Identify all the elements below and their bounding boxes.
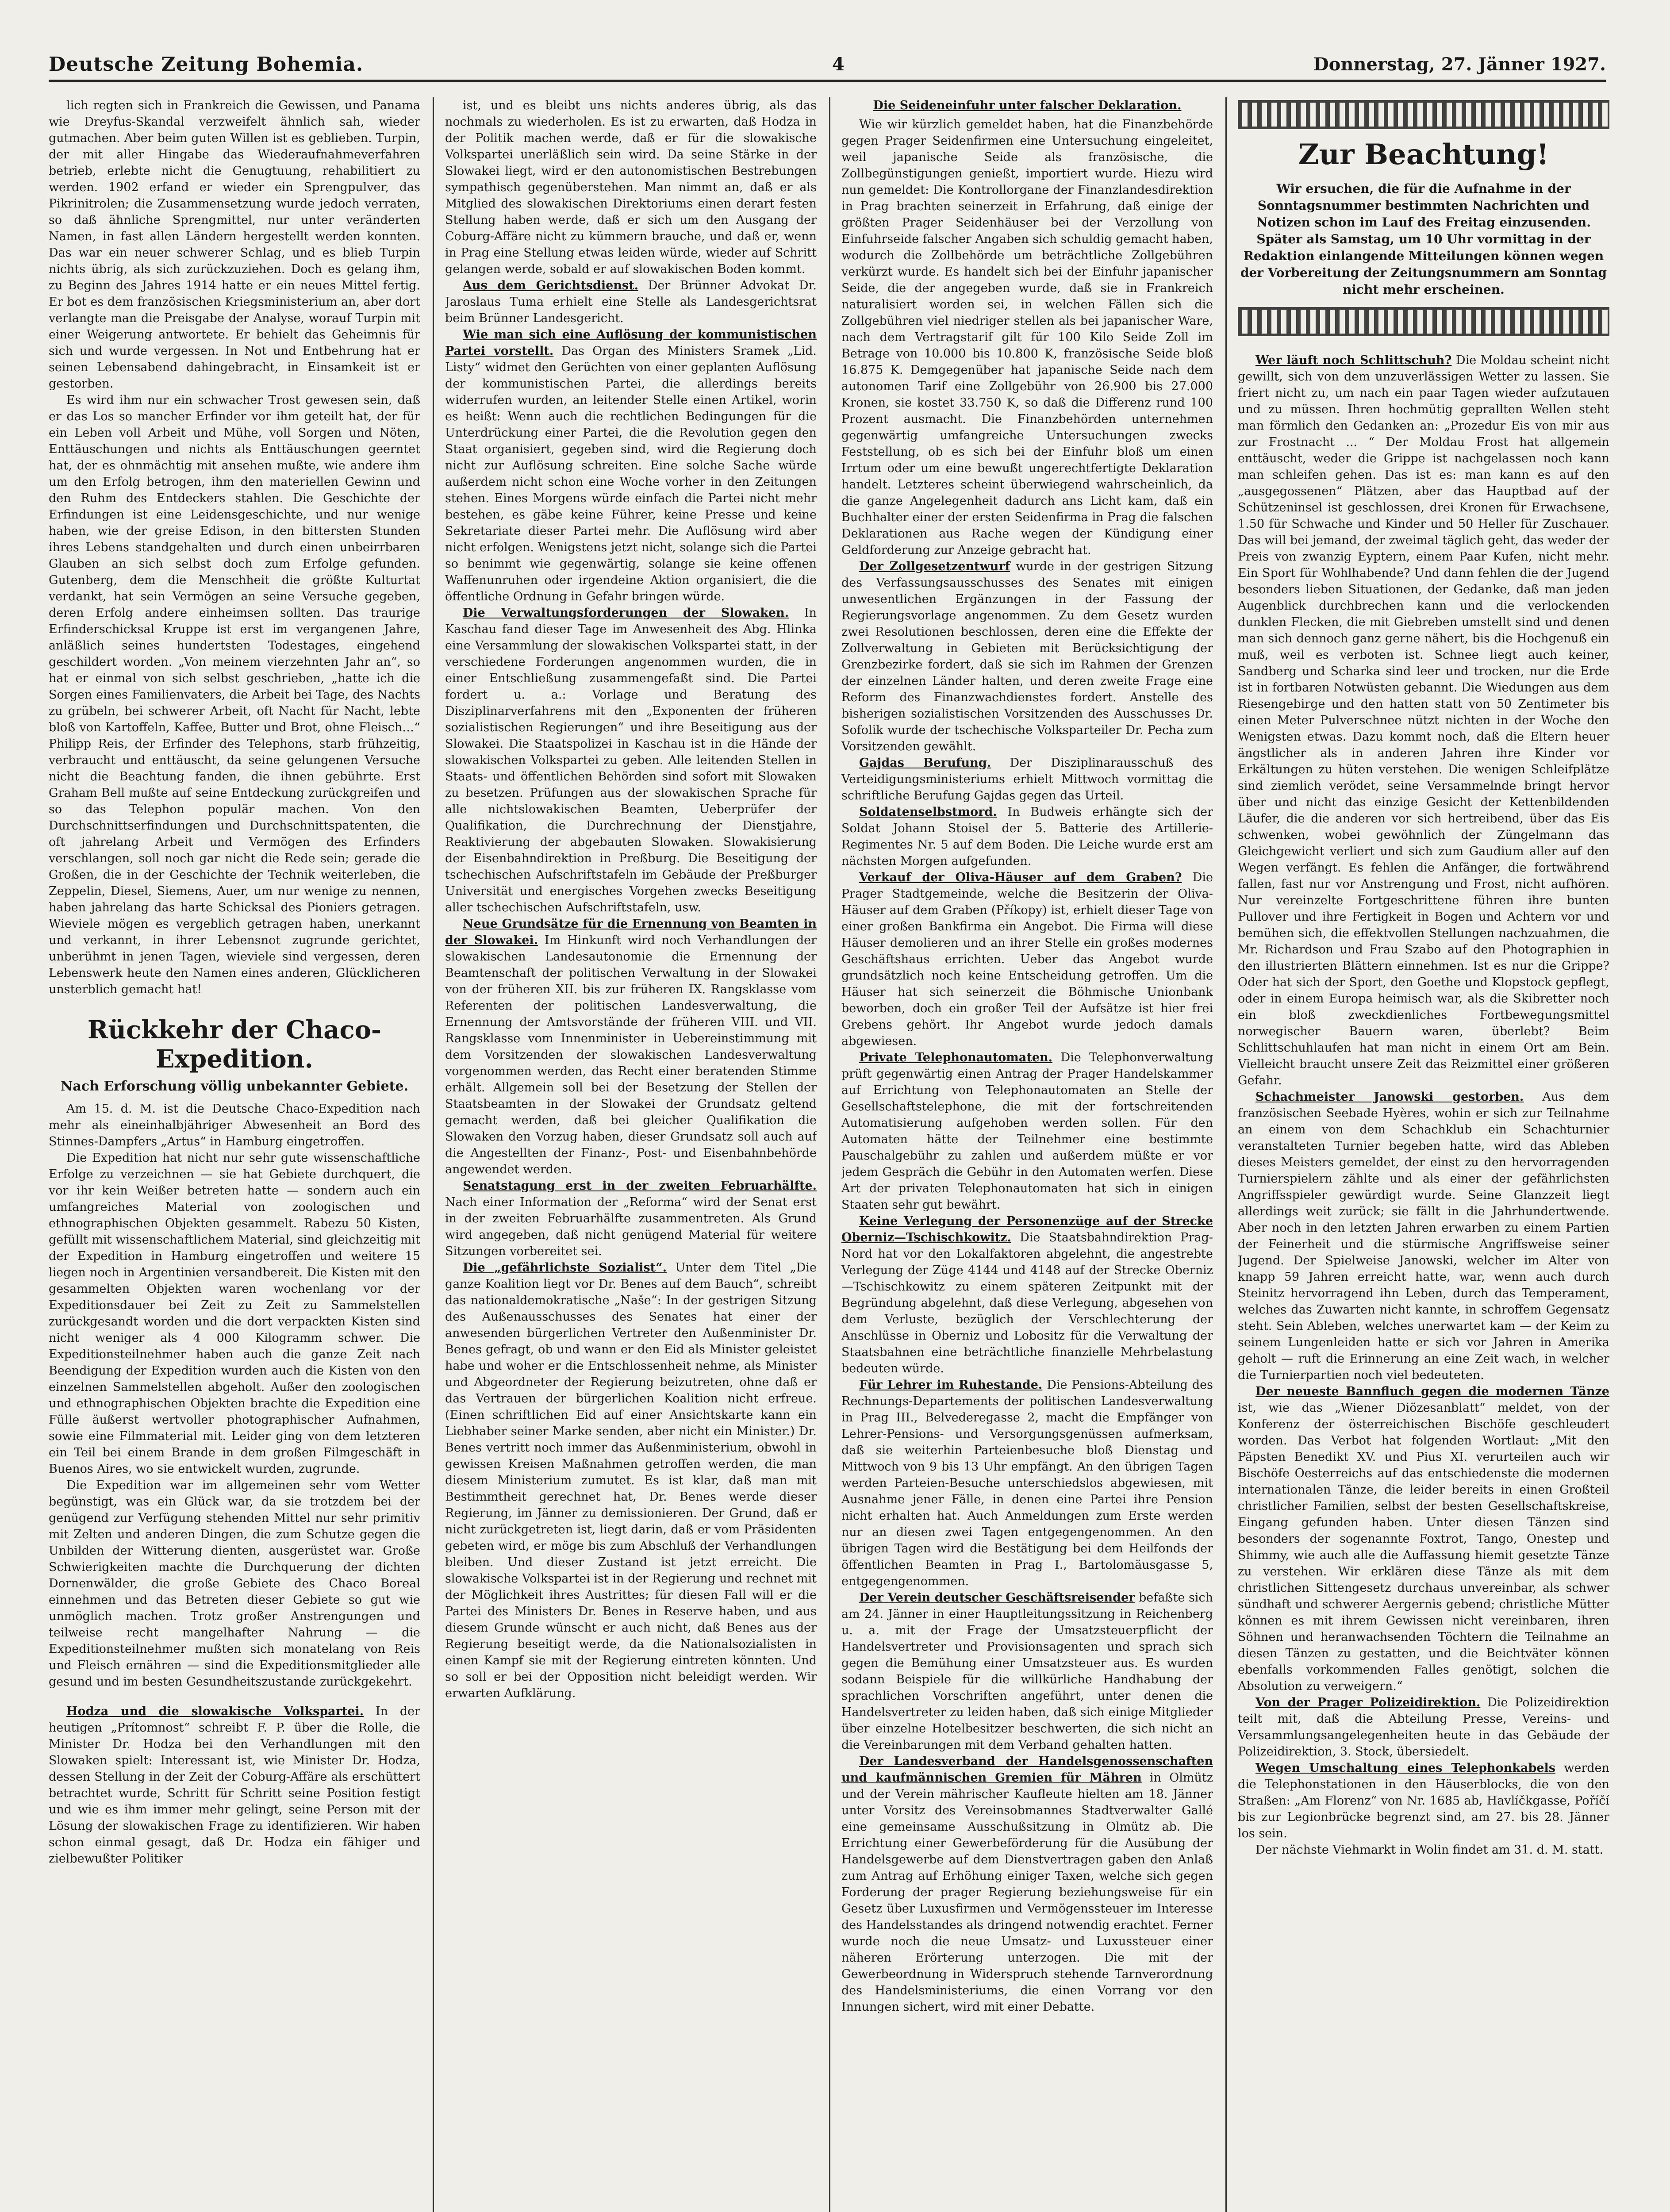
news-item <box>445 916 817 1178</box>
news-item-text: Die Moldau scheint nicht gewillt, sich von dem unzuverlässigen Wetter zu lassen. Sie friert nicht zu, um nach ein paar Tagen wieder aufzutauen und zu müssen. Ihren hochmütig geprallten Wellen steht man förmlich den Gedanken an: „Prozedur Eis von mir aus zur Frostnacht ... “ Der Moldau Frost hat allgemein enttäuscht, weder die Grippe ist nachgelassen noch kann man schleifen gehen. Das ist es: man kann es auf den „ausgegossenen“ Plätzen, aber das Hauptbad auf der Schützeninsel ist geschlossen, drei Kronen für Erwachsene, 1.50 für Schwache und Kinder und 50 Heller für Zuschauer. Das will bei jemand, der zweimal täglich geht, das weder der Preis von zwanzig Eyptern, einem Paar Kufen, nicht mehr. Ein Sport für Wohlhabende? Und dann fehlen die der Jugend besonders lieben Situationen, der Gedanke, daß man jeden Augenblick durchbrechen kann und die verlockenden dunklen Flecken, die mit Giebreben umstellt sind und denen man sich dennoch ganz gerne nähert, bis die Hochgenuß ein muß, weil es verboten ist. Schnee liegt auch keiner, Sandberg und Scharka sind leer und trocken, nur die Erde ist in fortbaren Notwüsten gebannt. Die Wiedungen aus dem Riesengebirge und den hatten statt von 50 Zentimeter bis einen Meter Pulverschnee nützt nichten in der Woche den Wenigsten etwas. Dazu kommt noch, daß die Eltern heuer ängstlicher als in anderen Jahren ihre Kinder vor Erkältungen zu hüten verstehen. Die wenigen Schleifplätze sind ziemlich verödet, seine Versammelnde bringt hervor über und nicht das einzige Gesicht der Kettenbildenden Läufer, die die anderen vor sich hertreibend, über das Eis schwenken, wobei gewöhnlich der Züngelmann das Gleichgewicht verliert und sich zum Gaudium aller auf den Wegen verfängt. Es fehlen die Anfänger, die fortwährend fallen, fast nur vor Anstrengung und Frost, nicht aufhören. Nur vereinzelte Fortgeschrittene führen ihre bunten Pullover und ihre Fertigkeit in Bogen und Achtern vor und bemühen sich, die effektvollen Stellungen nachzuahmen, die Mr. Richardson und Frau Szabo auf den Photographien in den illustrierten Blättern einnehmen. Ist es nur die Grippe? Oder hat sich der Sport, den Goethe und Klopstock gepflegt, oder in einem Europa heimisch war, als die Skibretter noch ein bloß zweckdienliches Fortbewegungsmittel norwegischer Bauern waren, überlebt? Beim Schlittschuhlaufen hat man nicht in einem Ort am Bein. Vielleicht braucht unsere Zeit das Reizmittel einer größeren Gefahr. <box>1238 353 1609 1087</box>
news-item-text: Die Polizeidirektion teilt mit, daß die Abteilung Presse, Vereins- und Versammlungsangelegenheiten heute in das Gebäude der Polizeidirektion, 3. Stock, übersiedelt. <box>1238 1696 1609 1759</box>
news-item-text: Der Brünner Advokat Dr. Jaroslaus Tuma erhielt eine Stelle als Landesgerichtsrat beim Brünner Landesgericht. <box>445 279 817 325</box>
notice-body: Wir ersuchen, die für die Aufnahme in der Sonntagsnummer bestimmten Nachrichten und Notizen schon im Lauf des Freitag einzusenden. Später als Samstag, um 10 Uhr vormittag in der Redaktion einlangende Mitteilungen können wegen der Vorbereitung der Zeitungsnummern am Sonntag nicht mehr erscheinen. <box>1240 181 1607 297</box>
news-item-heading: Verkauf der Oliva-Häuser auf dem Graben? <box>859 871 1182 884</box>
news-item-heading: Keine Verlegung der Personenzüge auf der Strecke Oberniz—Tschischkowitz. <box>841 1214 1213 1244</box>
news-item-heading: Der Zollgesetzentwurf <box>859 560 1010 573</box>
news-item-text: In Kaschau fand dieser Tage im Anwesenheit des Abg. Hlinka eine Versammlung der slowakischen Volkspartei statt, in der verschiedene Forderungen angenommen wurden, die in einer Entschließung zusammengefaßt sind. Die Partei fordert u. a.: Vorlage und Beratung des Disziplinarverfahrens mit den „Exponenten der früheren sozialistischen Regierungen“ und ihre Beseitigung aus der Slowakei. Die Staatspolizei in Kaschau ist in die Hände der slowakischen Volkspartei zu geben. Alle leitenden Stellen in Staats- und öffentlichen Behörden sind sofort mit Slowaken zu besetzen. Prüfungen aus der slowakischen Sprache für alle nichtslowakischen Beamten, Ueberprüfer der Qualifikation, die Durchrechnung der Dienstjahre, Reaktivierung der abgebauten Slowaken. Slowakisierung der Eisenbahndirektion in Preßburg. Die Beseitigung der tschechischen Aufschriftstafeln im Gebäude der Preßburger Universität und energisches Vorgehen zwecks Beseitigung aller tschechischen Aufschriftstafeln, usw. <box>445 606 817 914</box>
news-item-text: Im Hinkunft wird noch Verhandlungen der slowakischen Landesautonomie die Ernennung der Beamtenschaft der politischen Verwaltung in der Slowakei von der früheren XII. bis zur früheren IX. Rangsklasse vom Referenten der politischen Landesverwaltung, die Ernennung der Amtsvorstände der früheren VIII. und VII. Rangsklasse vom Innenminister in Uebereinstimmung mit dem Vorsitzenden der slowakischen Landesverwaltung vorgenommen werden, das Recht einer beratenden Stimme erhält. Allgemein soll bei der Besetzung der Stellen der Staatsbeamten in der Slowakei der Grundsatz geltend gemacht werden, daß bei gleicher Qualifikation die Slowaken den Vorzug haben, dieser Grundsatz soll auch auf die Angestellten der Finanz-, Post- und Eisenbahnbehörde angewendet werden. <box>445 933 817 1176</box>
news-item-heading: Senatstagung erst in der zweiten Februarhälfte. <box>463 1179 817 1193</box>
issue-date: Donnerstag, 27. Jänner 1927. <box>1313 54 1606 75</box>
article-headline: Rückkehr der Chaco-Expedition. <box>87 1015 382 1074</box>
page-number: 4 <box>832 54 845 75</box>
column-4 <box>1238 97 1609 2212</box>
column-2 <box>445 97 817 2212</box>
news-item-text: Nach einer Information der „Reforma“ wird der Senat erst in der zweiten Februarhälfte zusammentreten. Als Grund wird angegeben, daß nicht genügend Material für weitere Sitzungen vorbereitet sei. <box>445 1195 817 1258</box>
news-item <box>1238 1383 1609 1694</box>
news-item-heading: Gajdas Berufung. <box>859 756 991 770</box>
column-divider <box>433 97 434 2212</box>
news-item-heading: Schachmeister Janowski gestorben. <box>1255 1090 1524 1104</box>
news-item-heading: Wie man sich eine Auflösung der kommunistischen Partei vorstellt. <box>445 328 817 358</box>
column-3 <box>841 97 1213 2212</box>
news-item-heading: Aus dem Gerichtsdienst. <box>463 279 638 292</box>
news-item-text: Der Disziplinarausschuß des Verteidigungsministeriums erhielt Mittwoch vormittag die schriftliche Berufung Gajdas gegen das Urteil. <box>841 756 1213 803</box>
news-item-text: in Olmütz und der Verein mährischer Kaufleute hielten am 18. Jänner unter Vorsitz des Vereinsobmannes Stadtverwalter Gallé eine gemeinsame Ausschußsitzung in Olmütz ab. Die Errichtung einer Gewerbeförderung für die Ausübung der Handelsgewerbe auf dem Dienstvertragen gaben den Anlaß zum Antrag auf Erhöhung einiger Taxen, welche sich gegen Forderung der prager Regierung beziehungsweise für ein Gesetz über Luxusfirmen und Vermögenssteuer im Interesse des Handelsstandes als dringend notwendig erachtet. Ferner wurde noch die neue Umsatz- und Luxussteuer einer näheren Erörterung unterzogen. Die mit der Gewerbeordnung in Widerspruch stehende Tarnverordnung des Handelsministeriums, die einen Vorrang vor den Innungen sichert, wird mit einer Debatte. <box>841 1771 1213 2014</box>
news-item-heading: Der neueste Bannfluch gegen die modernen Tänze <box>1255 1385 1609 1398</box>
news-item <box>841 1049 1213 1213</box>
news-item <box>841 755 1213 804</box>
news-item <box>49 1703 420 1867</box>
news-item-text: Die Staatsbahndirektion Prag-Nord hat vor den Lokalfaktoren abgelehnt, die angestrebte Verlegung der Züge 4144 und 4148 auf der Strecke Oberniz—Tschischkowitz zu einem späteren Zeitpunkt mit der Begründung abgelehnt, daß diese Verlegung, abgesehen von dem Verluste, bezüglich der Verschlechterung der Anschlüsse in Oberniz und Lobositz für die Verwaltung der Staatsbahnen eine beträchtliche finanzielle Mehrbelastung bedeuten würde. <box>841 1231 1213 1375</box>
news-item-heading: Für Lehrer im Ruhestande. <box>859 1378 1043 1392</box>
news-item-heading: Private Telephonautomaten. <box>859 1051 1053 1064</box>
news-item <box>1238 1089 1609 1383</box>
news-item-heading: Wegen Umschaltung eines Telephonkabels <box>1255 1761 1556 1775</box>
news-item <box>445 1178 817 1260</box>
news-item-heading: Hodza und die slowakische Volkspartei. <box>66 1705 364 1718</box>
news-item-text: wurde in der gestrigen Sitzung des Verfassungsausschusses des Senates mit einigen unwesentlichen Ergänzungen in der Fassung der Regierungsvorlage angenommen. Zu dem Gesetz wurden zwei Resolutionen beschlossen, deren eine die Effekte der Zollverwaltung in Gebieten mit Berücksichtigung der Grenzbezirke fordert, daß sie sich im Rahmen der Grenzen der einzelnen Länder halten, und deren zweite Frage eine Reform des Finanzwachdienstes fordert. Anstelle des bisherigen sozialistischen Vorsitzenden des Ausschusses Dr. Sofolik wurde der tschechische Volksparteiler Dr. Pecha zum Vorsitzenden gewählt. <box>841 560 1213 753</box>
news-item-text: Unter dem Titel „Die ganze Koalition liegt vor Dr. Benes auf dem Bauch“, schreibt das nationaldemokratische „Naše“: In der gestrigen Sitzung des Außenausschusses des Senates hat einer der anwesenden bürgerlichen Vertreter den Außenminister Dr. Benes gefragt, ob und wann er den Eid als Minister geleistet habe und woher er die Entschlossenheit nehme, als Minister und Abgeordneter der Regierung beizutreten, ohne daß er das Vertrauen der bürgerlichen Koalition nicht erfreue. (Einen schriftlichen Eid auf einer Ansichtskarte kann ein Liebhaber seiner Marke senden, aber nicht ein Minister.) Dr. Benes vertritt noch immer das Außenministerium, obwohl in gewissen Kreisen Maßnahmen getroffen werden, die man diesem Ministerium zumutet. Es ist klar, daß man mit Bestimmtheit gerechnet hat, Dr. Benes werde dieser Regierung, im Jänner zu demissionieren. Der Grund, daß er nicht zurückgetreten ist, liegt darin, daß er vom Präsidenten gebeten wird, er möge bis zum Abschluß der Verhandlungen bleiben. Und dieser Zustand ist jetzt erreicht. Die slowakische Volkspartei ist in der Regierung und rechnet mit der Möglichkeit ihres Austrittes; für diesen Fall will er die Partei des Ministers Dr. Benes in Reserve haben, und aus diesem Grunde wünscht er auch nicht, daß Benes aus der Regierung beseitigt werde, da die Nationalsozialisten in einen Kampf sie mit der Regierung eintreten könnten. Und so soll er bei der Opposition nicht beleidigt werden. Wir erwarten Aufklärung. <box>445 1261 817 1700</box>
news-item <box>445 605 817 916</box>
news-item-text: werden die Telephonstationen in den Häuserblocks, die von den Straßen: „Am Florenz“ von Nr. 1685 ab, Havlíčkgasse, Poříčí bis zur Legionbrücke begrenzt sind, am 27. bis 28. Jänner los sein. <box>1238 1761 1609 1840</box>
news-item <box>841 804 1213 869</box>
article-paragraph: ist, und es bleibt uns nichts anderes übrig, als das nochmals zu wiederholen. Es ist zu erwarten, daß Hodza in der Politik machen werde, daß er für die slowakische Volkspartei unerläßlich sein wird. Da seine Stärke in der Slowakei liegt, wird er den autonomistischen Bestrebungen sympathisch gegenüberstehen. Man nimmt an, daß er als Mitglied des slowakischen Direktoriums einen derart festen Stellung haben werde, daß er sich um den Ausgang der Coburg-Affäre nicht zu kümmern brauche, und daß er, wenn in Prag eine Stellung etwas leiden würde, wieder auf Schritt gelangen werde, sobald er auf slowakischen Boden kommt. <box>445 99 817 276</box>
news-item-text: Die Pensions-Abteilung des Rechnungs-Departements der politischen Landesverwaltung in Prag III., Belvederegasse 2, macht die Empfänger von Lehrer-Pensions- und Versorgungsgenüssen aufmerksam, daß sie weiterhin Parteienbesuche bloß Dienstag und Mittwoch von 9 bis 13 Uhr empfängt. An den übrigen Tagen werden Parteien-Besuche unterschiedslos abgewiesen, mit Ausnahme jener Fälle, in denen eine Partei ihre Pension nicht erhalten hat. Auch Anmeldungen zum Erste werden nur an diesen zwei Tagen entgegengenommen. An den übrigen Tagen wird die Bestätigung bei dem Heilfonds der öffentlichen Beamten in Prag I., Bartolomäusgasse 5, entgegengenommen. <box>841 1378 1213 1588</box>
news-item-text: Aus dem französischen Seebade Hyères, wohin er sich zur Teilnahme an einem von dem Schachklub ein Schachturnier veranstalteten Turnier begeben hatte, wird das Ableben dieses Meisters gemeldet, der einst zu den hervorragenden Turnierspielern zählte und als einer der gefährlichsten Angriffsspieler gewürdigt wurde. Seine Glanzzeit liegt allerdings weit zurück; sie fällt in die Jahrhundertwende. Aber noch in den letzten Jahren erwarben zu einem Partien der Feinerheit und die stürmische Angriffsweise seiner Jugend. Der Spielweise Janowski, welcher im Alter von knapp 59 Jahren erreicht hatte, war, wenn auch durch Steinitz hervorragend ihn Leben, durch das Temperament, welches das Zuwarten nicht kannte, in schroffem Gegensatz steht. Sein Ableben, welches unerwartet kam — der Keim zu seinem Lungenleiden hatte er sich vor Jahren in Amerika geholt — ruft die Erinnerung an eine Zeit wach, in welcher die Turnierpartien noch viel bedeuteten. <box>1238 1090 1609 1382</box>
ornamental-border-top <box>1238 100 1609 129</box>
notice-title: Zur Beachtung! <box>1298 138 1549 171</box>
article-paragraph: lich regten sich in Frankreich die Gewissen, und Panama wie Dreyfus-Skandal verzweifelt ähnlich sah, wieder gutmachen. Aber beim guten Willen ist es geblieben. Turpin, der mit aller Hingabe das Wiederaufnahmeverfahren betrieb, erlebte nicht die Genugtuung, rehabilitiert zu werden. 1902 erfand er wieder ein Sprengpulver, das Pikrinitrolen; die Zusammensetzung wurde jedoch verraten, so daß ähnliche Sprengmittel, nur unter veränderten Namen, in fast allen Ländern hergestellt werden konnten. Das war ein neuer schwerer Schlag, und es blieb Turpin nichts übrig, als sich zurückzuziehen. Doch es gelang ihm, zu Beginn des Jahres 1914 hatte er ein neues Mittel fertig. Er bot es dem französischen Kriegsministerium an, aber dort verlangte man die Preisgabe der Analyse, worauf Turpin mit einer Weigerung antwortete. Er behielt das Geheimnis für sich und wurde vergessen. In Not und Entbehrung hat er seinen Lebensabend dahingebracht, in Einsamkeit ist er gestorben. <box>49 99 420 391</box>
news-item <box>841 1213 1213 1377</box>
news-item-heading: Wer läuft noch Schlittschuh? <box>1255 353 1452 367</box>
news-item <box>841 1377 1213 1590</box>
news-item-heading: Der Verein deutscher Geschäftsreisender <box>859 1591 1135 1605</box>
article-paragraph: Der nächste Viehmarkt in Wolin findet am 31. d. M. statt. <box>1255 1843 1604 1857</box>
masthead <box>49 49 1606 82</box>
news-item <box>841 869 1213 1049</box>
news-item <box>445 1260 817 1701</box>
news-item <box>841 1753 1213 2015</box>
news-item <box>1238 352 1609 1089</box>
column-1 <box>49 97 420 2212</box>
news-item-text: Die Prager Stadtgemeinde, welche die Besitzerin der Oliva-Häuser auf dem Graben (Příkopy) ist, erhielt dieser Tage von einer großen Bankfirma ein Angebot. Die Firma will diese Häuser demolieren und an ihrer Stelle ein großes modernes Geschäftshaus errichten. Ueber das Angebot wurde grundsätzlich noch keine Entscheidung getroffen. Um die Häuser hat sich seinerzeit die Böhmische Unionbank beworben, doch ein großer Teil der Aufsätze ist hier frei Grebens gehört. Ihr Angebot wurde jedoch damals abgewiesen. <box>841 871 1213 1048</box>
article-paragraph: Die Expedition hat nicht nur sehr gute wissenschaftliche Erfolge zu verzeichnen — sie hat Gebiete durchquert, die vor ihr kein Weißer betreten hatte — sondern auch ein umfangreiches Material von zoologischen und ethnographischen Objekten gesammelt. Rabezu 50 Kisten, gefüllt mit wissenschaftlichem Material, sind gleichzeitig mit der Expedition in Hamburg eingetroffen und weitere 15 liegen noch in Argentinien versandbereit. Die Kisten mit den gesammelten Objekten waren wochenlang vor der Expeditionsdauer bei Zeit zu Zeit zu Sammelstellen zurückgesandt worden und die dort verpackten Kisten sind nicht weniger als 4 000 Kilogramm schwer. Die Expeditionsteilnehmer haben auch die ganze Zeit nach Beendigung der Expedition wurden auch die Kisten von den einzelnen Sammelstellen abgeholt. Außer den zoologischen und ethnographischen Objekten brachte die Expedition eine Fülle äußerst wertvoller photographischer Aufnahmen, sowie eine Filmmaterial mit. Leider ging von dem letzteren ein Teil bei einem Brande in dem großen Filmgeschäft in Buenos Aires, wo sie entwickelt wurden, zugrunde. <box>49 1151 420 1476</box>
news-item-text: ist, wie das „Wiener Diözesanblatt“ meldet, von der Konferenz der österreichischen Bischöfe geschleudert worden. Das Verbot hat folgenden Wortlaut: „Mit den Päpsten Benedikt XV. und Pius XI. verurteilen auch wir Bischöfe Oesterreichs auf das entschiedenste die modernen internationalen Tänze, die leider bereits in einen Großteil christlicher Familien, selbst der besten Gesellschaftskreise, Eingang gefunden haben. Unter diesen Tänzen sind besonders der sogenannte Foxtrot, Tango, Onestep und Shimmy, wie auch alle die Auffassung hiemit gesetzte Tänze zu verstehen. Wir erklären diese Tänze als mit dem christlichen Sittengesetz durchaus unvereinbar, als schwer sündhaft und schwerer Aergernis gebend; christliche Mütter können es mit ihrem Gewissen nicht vereinbaren, ihren Söhnen und heranwachsenden Töchtern die Teilnahme an diesen Tänzen zu gestatten, und die Beichtväter können ebenfalls vorkommenden Falles genötigt, solchen die Absolution zu verweigern.“ <box>1238 1401 1609 1693</box>
news-item-text: In der heutigen „Prítomnost“ schreibt F. P. über die Rolle, die Minister Dr. Hodza bei den Verhandlungen mit den Slowaken spielt: Interessant ist, wie Minister Dr. Hodza, dessen Stellung in der Zeit der Coburg-Affäre als erschüttert betrachtet wurde, Schritt für Schritt seine Position festigt und wie es ihm immer mehr gelingt, seine Person mit der Lösung der slowakischen Frage zu identifizieren. Wir haben schon einmal gesagt, daß Dr. Hodza ein fähiger und zielbewußter Politiker <box>49 1705 420 1866</box>
news-item-text: Die Telephonverwaltung prüft gegenwärtig einen Antrag der Prager Handelskammer auf Errichtung von Telephonautomaten an Stelle der Gesellschaftstelephone, die mit der fortschreitenden Automatisierung aufgehoben werden sollen. Für den Automaten hätte der Teilnehmer eine bestimmte Pauschalgebühr zu zahlen und außerdem müßte er vor jedem Gespräch die Gebühr in den Automaten werfen. Diese Art der privaten Telephonautomaten hat sich in einigen Staaten sehr gut bewährt. <box>841 1051 1213 1212</box>
news-item-heading: Von der Prager Polizeidirektion. <box>1255 1696 1481 1709</box>
newspaper-name: Deutsche Zeitung Bohemia. <box>49 53 364 76</box>
news-item-heading: Die Verwaltungsforderungen der Slowaken. <box>463 606 789 620</box>
ornamental-border-bottom <box>1238 307 1609 336</box>
news-item-heading: Der Landesverband der Handelsgenossenschaften und kaufmännischen Gremien für Mähren <box>841 1755 1213 1785</box>
news-item-text: Das Organ des Ministers Sramek „Lid. Listy“ widmet den Gerüchten von einer geplanten Auflösung der kommunistischen Partei, die allerdings bereits widerrufen wurden, an leitender Stelle einen Artikel, worin es heißt: Wenn auch die rechtlichen Bedingungen für die Unterdrückung einer Partei, die die Revolution gegen den Staat organisiert, gegeben sind, wird die Regierung doch nicht zur Auflösung schreiten. Eine solche Sache würde außerdem nicht schon eine Woche vorher in den Zeitungen stehen. Eines Morgens würde einfach die Partei nicht mehr bestehen, es gäbe keine Führer, keine Presse und keine Sekretariate dieser Partei mehr. Die Auflösung wird aber nicht erfolgen. Wenigstens jetzt nicht, solange sich die Partei so benimmt wie gegenwärtig, solange sie keine offenen Waffenunruhen oder irgendeine Aktion organisiert, die die öffentliche Ordnung in Gefahr bringen würde. <box>445 344 817 603</box>
news-item <box>445 326 817 605</box>
news-item-heading: Soldatenselbstmord. <box>859 805 997 819</box>
news-item-text: befaßte sich am 24. Jänner in einer Hauptleitungssitzung in Reichenberg u. a. mit der Frage der Umsatzsteuerpflicht der Handelsvertreter und Provisionsagenten und sprach sich gegen die Bemühung einer Umsatzsteuer aus. Es wurden sodann Beispiele für die willkürliche Handhabung der sprachlichen Vorschriften angeführt, unter denen die Handelsvertreter zu leiden haben, daß sich einige Mitglieder über einzelne Hotelbesitzer beschwerten, die sich nicht an die Vereinbarungen mit dem Verband gehalten hatten. <box>841 1591 1213 1752</box>
news-item <box>841 558 1213 755</box>
news-item <box>841 1590 1213 1753</box>
article-paragraph: Am 15. d. M. ist die Deutsche Chaco-Expedition nach mehr als eineinhalbjähriger Abwesenheit an Bord des Stinnes-Dampfers „Artus“ in Hamburg eingetroffen. <box>49 1102 420 1148</box>
news-item <box>1238 1760 1609 1842</box>
article-paragraph: Die Expedition war im allgemeinen sehr vom Wetter begünstigt, was ein Glück war, da sie trotzdem bei der genügend zur Verfügung stehenden Mittel nur sehr primitiv mit Zelten und anderen Dingen, die zum Schutze gegen die Unbilden der Witterung dienten, ausgerüstet war. Große Schwierigkeiten machte die Durchquerung der dichten Dornenwälder, die große Gebiete des Chaco Boreal einnehmen und das Betreten dieser Gebiete so gut wie unmöglich machen. Trotz großer Anstrengungen und teilweise recht mangelhafter Nahrung — die Expeditionsteilnehmer mußten sich monatelang von Reis und Fleisch ernähren — sind die Expeditionsmitglieder alle gesund und im besten Gesundheitszustande zurückgekehrt. <box>49 1479 420 1689</box>
news-item-heading: Die „gefährlichste Sozialist“. <box>463 1261 667 1275</box>
column-divider <box>829 97 830 2212</box>
news-item <box>445 277 817 326</box>
news-item-text: In Budweis erhängte sich der Soldat Johann Stoisel der 5. Batterie des Artillerie-Regimentes Nr. 5 auf dem Boden. Die Leiche wurde erst am nächsten Morgen aufgefunden. <box>841 805 1213 868</box>
columns <box>49 97 1628 2212</box>
news-item-heading: Neue Grundsätze für die Ernennung von Beamten in der Slowakei. <box>445 917 817 947</box>
column-divider <box>1225 97 1227 2212</box>
article-paragraph: Wie wir kürzlich gemeldet haben, hat die Finanzbehörde gegen Prager Seidenfirmen eine Untersuchung eingeleitet, weil japanische Seide als französische, die Zollbegünstigungen genießt, importiert wurde. Hiezu wird nun gemeldet: Die Kontrollorgane der Finanzlandesdirektion in Prag brachten seinerzeit in Erfahrung, daß einige der größten Prager Seidenhäuser bei der Verzollung von Einfuhrseide falscher Angaben sich schuldig gemacht haben, wodurch die Zollbehörde um beträchtliche Zollgebühren verkürzt wurde. Es handelt sich bei der Einfuhr japanischer Seide, die der angegeben wurde, daß sie in Frankreich naturalisiert worden sei, in welchen Fällen sich die Zollgebühren viel niedriger stellen als bei japanischer Ware, nach dem Vertragstarif gilt für 100 Kilo Seide Zoll im Betrage von 10.000 bis 10.800 K, französische Seide bloß 16.875 K. Demgegenüber hat japanische Seide nach dem autonomen Tarif eine Zollgebühr von 26.900 bis 27.000 Kronen, sie kostet 33.750 K, so daß die Differenz rund 100 Prozent ausmacht. Die Finanzbehörden unternehmen gegenwärtig umfangreiche Untersuchungen zwecks Feststellung, ob es sich bei der Einfuhr bloß um einen Irrtum oder um eine bewußt ungerechtfertigte Deklaration handelt. Letzteres scheint überwiegend wahrscheinlich, da die ganze Angelegenheit dadurch ans Licht kam, daß ein Buchhalter einer der ersten Seidenfirma in Prag die falschen Deklarationen aus Rache wegen der Kündigung einer Geldforderung zur Anzeige gebracht hat. <box>841 118 1213 557</box>
article-paragraph: Es wird ihm nur ein schwacher Trost gewesen sein, daß er das Los so mancher Erfinder vor ihm geteilt hat, der für ein Leben voll Arbeit und Mühe, voll Sorgen und Nöten, Enttäuschungen und nichts als Enttäuschungen geerntet hat, der es ohnmächtig mit ansehen mußte, wie andere ihm um den Erfolg betrogen, ihm den materiellen Gewinn und den Ruhm des Entdeckers stahlen. Die Geschichte der Erfindungen ist eine Leidensgeschichte, und nur wenige haben, wie der greise Edison, in den bittersten Stunden ihres Lebens standgehalten und durch einen unbeirrbaren Glauben an sich selbst doch zum Erfolge gefunden. Gutenberg, dem die Menschheit die größte Kulturtat verdankt, hat sein Vermögen an seine Versuche gegeben, deren Erfolg andere einheimsen sollten. Das traurige Erfinderschicksal Kruppe ist erst im vergangenen Jahre, anläßlich seines hundertsten Todestages, eingehend geschildert worden. „Von meinem vierzehnten Jahr an“, so hat er einmal von sich selbst geschrieben, „hatte ich die Sorgen eines Familienvaters, die Arbeit bei Tage, des Nachts zu grübeln, bei schwerer Arbeit, oft Nacht für Nacht, lebte bloß von Kartoffeln, Kaffee, Butter und Brot, ohne Fleisch…“ Philipp Reis, der Erfinder des Telephons, starb frühzeitig, verbraucht und enttäuscht, da seine gelungenen Versuche nicht die Beachtung fanden, die ihnen gebührte. Erst Graham Bell mußte auf seine Entdeckung zurückgreifen und so das Telephon populär machen. Von den Durchschnittserfindungen und Durchschnittspatenten, die oft jahrelang Arbeit und Vermögen des Erfinders verschlangen, soll noch gar nicht die Rede sein; gerade die Großen, die in der Geschichte der Technik weiterleben, die Zeppelin, Diesel, Siemens, Auer, um nur wenige zu nennen, haben jahrelang das harte Schicksal des Pioniers getragen. Wieviele mögen es vergeblich getragen haben, unerkannt und verkannt, in ihrer Lebensnot zugrunde gerichtet, unberühmt in jenen Tagen, wieviele sind vergessen, deren Lebenswerk heute den Namen eines anderen, Glücklicheren unsterblich gemacht hat! <box>49 393 420 996</box>
news-item-heading: Die Seideneinfuhr unter falscher Deklaration. <box>873 99 1182 112</box>
article-subheadline: Nach Erforschung völlig unbekannter Gebiete. <box>60 1079 409 1094</box>
news-item <box>1238 1694 1609 1760</box>
